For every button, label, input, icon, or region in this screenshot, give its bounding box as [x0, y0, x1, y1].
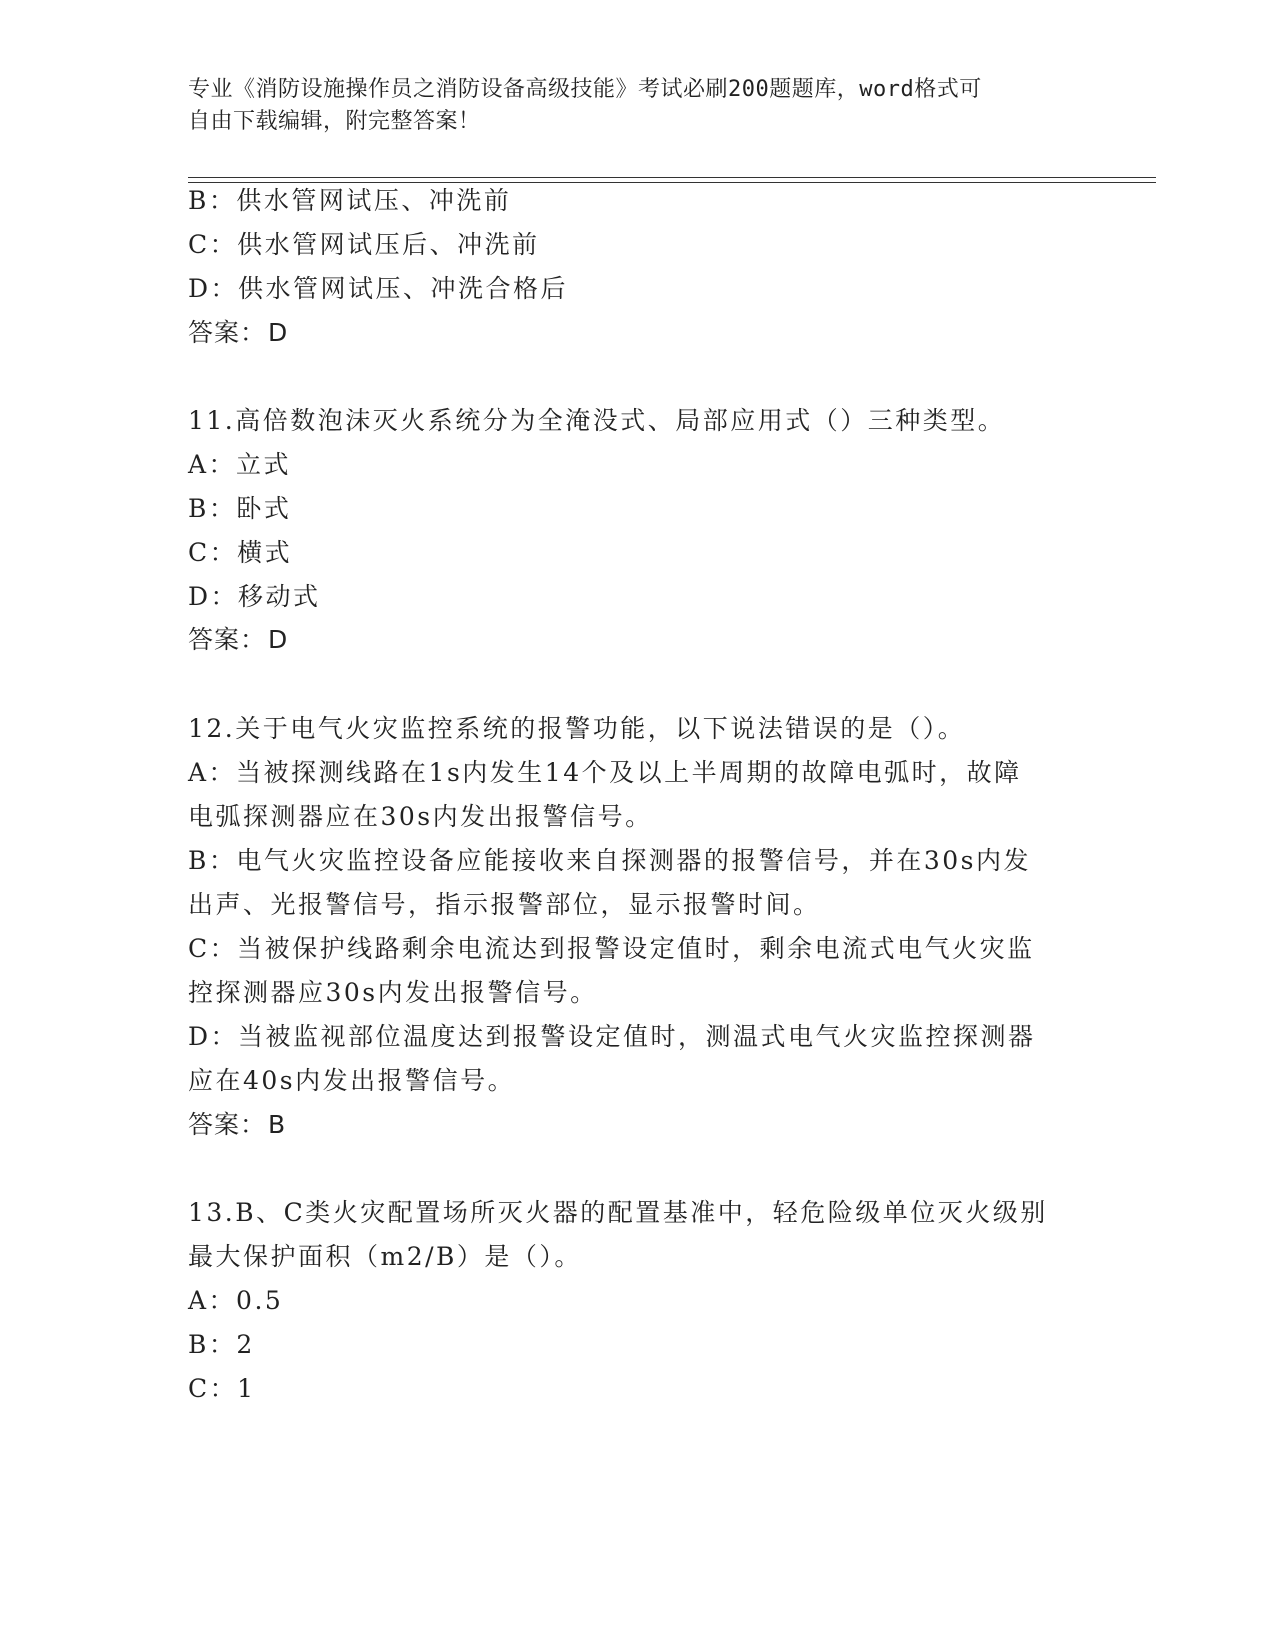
q12-option-a-line-2: 电弧探测器应在30s内发出报警信号。 — [188, 802, 653, 831]
q12-option-b-line-2: 出声、光报警信号，指示报警部位，显示报警时间。 — [188, 890, 821, 919]
q11-stem: 11.高倍数泡沫灭火系统分为全淹没式、局部应用式（）三种类型。 — [188, 406, 1006, 435]
q13-option-c: C：1 — [188, 1374, 256, 1403]
answer-label: 答案： — [188, 318, 267, 347]
q13-option-a: A：0.5 — [188, 1286, 284, 1315]
answer-label: 答案： — [188, 1110, 267, 1139]
q11-option-b: B：卧式 — [188, 494, 292, 523]
q10-option-b: B：供水管网试压、冲洗前 — [188, 186, 512, 215]
header-divider-bottom — [188, 182, 1156, 183]
answer-label: 答案： — [188, 625, 267, 654]
q10-option-d: D：供水管网试压、冲洗合格后 — [188, 274, 569, 303]
answer-value: D — [268, 318, 289, 347]
header-divider-top — [188, 177, 1156, 178]
q10-answer — [188, 316, 288, 350]
q12-option-b-line-1: B：电气火灾监控设备应能接收来自探测器的报警信号，并在30s内发 — [188, 846, 1032, 875]
q12-option-a-line-1: A：当被探测线路在1s内发生14个及以上半周期的故障电弧时，故障 — [188, 758, 1022, 787]
answer-value: B — [268, 1110, 287, 1139]
header-title-line-2: 自由下载编辑，附完整答案！ — [188, 109, 481, 134]
q12-option-c-line-2: 控探测器应30s内发出报警信号。 — [188, 978, 598, 1007]
q11-answer — [188, 623, 288, 657]
q13-stem-line-1: 13.B、C类火灾配置场所灭火器的配置基准中，轻危险级单位灭火级别 — [188, 1198, 1048, 1227]
q11-option-a: A：立式 — [188, 450, 292, 479]
q12-stem: 12.关于电气火灾监控系统的报警功能，以下说法错误的是（）。 — [188, 714, 966, 743]
q10-option-c: C：供水管网试压后、冲洗前 — [188, 230, 540, 259]
q11-option-d: D：移动式 — [188, 582, 321, 611]
answer-value: D — [268, 625, 289, 654]
q12-option-c-line-1: C：当被保护线路剩余电流达到报警设定值时，剩余电流式电气火灾监 — [188, 934, 1035, 963]
q12-option-d-line-1: D：当被监视部位温度达到报警设定值时，测温式电气火灾监控探测器 — [188, 1022, 1036, 1051]
header-title-line-1: 专业《消防设施操作员之消防设备高级技能》考试必刷200题题库，word格式可 — [188, 77, 982, 102]
q12-answer — [188, 1108, 286, 1142]
q11-option-c: C：横式 — [188, 538, 293, 567]
q13-option-b: B：2 — [188, 1330, 255, 1359]
q13-stem-line-2: 最大保护面积（m2/B）是（）。 — [188, 1242, 582, 1271]
q12-option-d-line-2: 应在40s内发出报警信号。 — [188, 1066, 516, 1095]
page-header — [188, 74, 1068, 138]
